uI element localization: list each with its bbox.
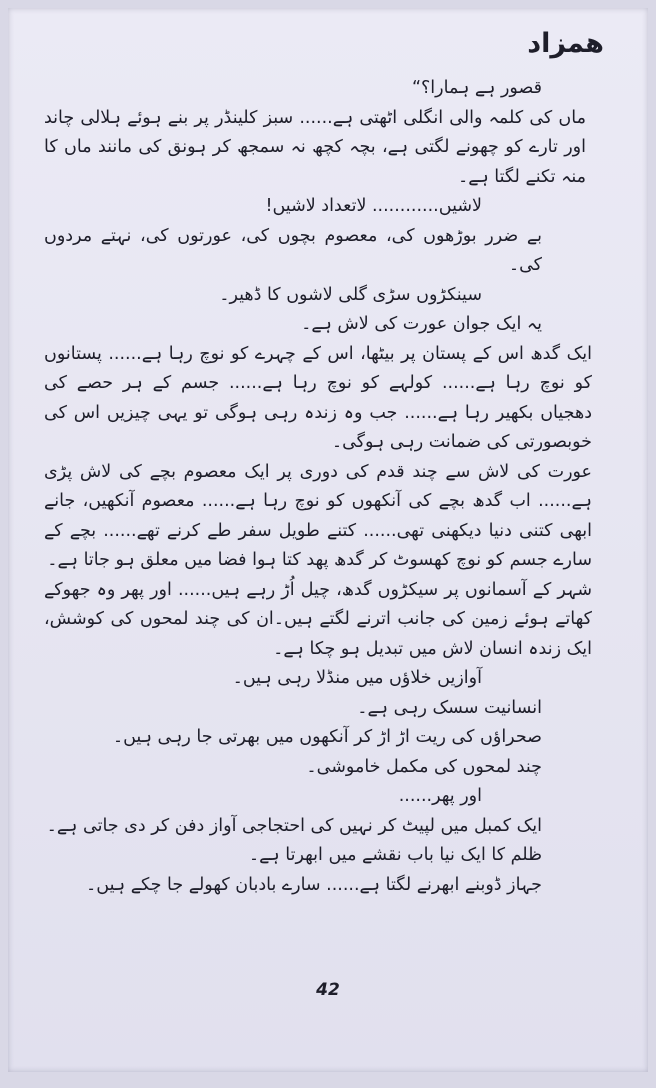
book-page xyxy=(8,8,648,1072)
paragraph: قصور ہے ہمارا؟“ xyxy=(411,78,542,98)
paragraph: سینکڑوں سڑی گلی لاشوں کا ڈھیر۔ xyxy=(219,284,482,305)
paragraph: چند لمحوں کی مکمل خاموشی۔ xyxy=(306,756,542,777)
paragraph: لاشیں............ لاتعداد لاشیں! xyxy=(265,196,482,216)
page-body xyxy=(44,74,612,900)
paragraph: صحراؤں کی ریت اڑ اڑ کر آنکھوں میں بھرتی جا رہی ہیں۔ xyxy=(112,727,542,747)
paragraph: ماں کی کلمہ والی انگلی اٹھتی ہے...... سبز کلینڈر پر بنے ہوئے ہلالی چاند اور تارے کو چھونے لگتی ہے، بچہ کچھ نہ سمجھ کر ہونق کی مانند ماں کا منہ تکنے لگتا ہے۔ xyxy=(44,107,586,187)
paragraph: انسانیت سسک رہی ہے۔ xyxy=(357,697,542,718)
paragraph: جہاز ڈوبنے ابھرنے لگتا ہے...... سارے بادبان کھولے جا چکے ہیں۔ xyxy=(86,874,542,895)
paragraph: شہر کے آسمانوں پر سیکڑوں گدھ، چیل اُڑ رہے ہیں...... اور پھر وہ جھوکے کھاتے ہوئے زمین کی جانب اترنے لگتے ہیں۔ان کی چند لمحوں کی کوشش، ایک زندہ انسان لاش میں تبدیل ہو چکا ہے۔ xyxy=(44,579,592,659)
paragraph: اور پھر...... xyxy=(398,786,482,806)
paragraph: ظلم کا ایک نیا باب نقشے میں ابھرتا ہے۔ xyxy=(248,845,542,865)
paragraph: بے ضرر بوڑھوں کی، معصوم بچوں کی، عورتوں کی، نہتے مردوں کی۔ xyxy=(44,225,542,275)
page-number: 42 xyxy=(316,980,340,1000)
paragraph: عورت کی لاش سے چند قدم کی دوری پر ایک معصوم بچے کی لاش پڑی ہے...... اب گدھ بچے کی آنکھوں کو نوچ رہا ہے...... معصوم آنکھیں، جانے ابھی کتنی دنیا دیکھنی تھی...... کتنے طویل سفر طے کرنے تھے...... بچے کے سارے جسم کو نوچ کھسوٹ کر گدھ پھد کتا ہوا فضا میں معلق ہو جاتا ہے۔ xyxy=(44,461,592,570)
paragraph: ایک گدھ اس کے پستان پر بیٹھا، اس کے چہرے کو نوچ رہا ہے...... پستانوں کو نوچ رہا ہے...... کولہے کو نوچ رہا ہے...... جسم کے ہر حصے کی دھجیاں بکھیر رہا ہے...... جب وہ زندہ رہی ہوگی تو یہی چیزیں اس کی خوبصورتی کی ضمانت رہی ہوگی۔ xyxy=(44,343,592,452)
paragraph: آوازیں خلاؤں میں منڈلا رہی ہیں۔ xyxy=(232,668,482,688)
chapter-title: ھمزاد xyxy=(527,28,604,59)
paragraph: یہ ایک جوان عورت کی لاش ہے۔ xyxy=(301,314,542,334)
paragraph: ایک کمبل میں لپیٹ کر نہیں کی احتجاجی آواز دفن کر دی جاتی ہے۔ xyxy=(46,815,542,836)
